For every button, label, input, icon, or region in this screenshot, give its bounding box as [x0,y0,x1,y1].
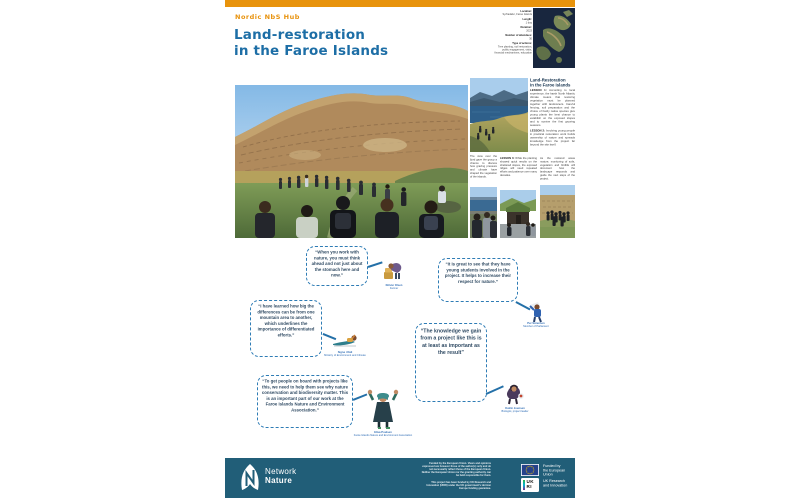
meta-value: 2023 [526,29,532,33]
quote-bubble-farmer: “When you work with nature, you must think ahead and not just about the stomach here and now.” [306,246,368,286]
meta-label: Length: [522,18,532,22]
quote-bubble-biologist: “The knowledge we gain from a project like this is at least as important as the result” [415,323,487,402]
bubble-connector [486,385,504,394]
quote-bubble-association: “To get people on board with projects like this, we need to help them see why nature conservation and biodiversity matter. This is an important part of our work at the Faroe Islands Nature and Environment Association.” [257,375,353,428]
meta-value: Syðradalur, Faroe Islands [502,13,532,17]
ukri-label: UK Research and Innovation [543,478,568,488]
poster [225,0,575,500]
figure-caption: Katrin Joensen Biologist, project leader [501,407,529,414]
figure-caption: Elisa Poulsen Faroe Islands Nature and Environment Association [353,431,413,438]
ukri-logo: UK RI [521,478,539,492]
article-paragraph-2: LESSON 2: Involving young people in practical restoration work builds ownership of nature and spreads knowledge from the project far beyond the site itself. [530,129,575,147]
network-nature-wordmark: Network Nature [265,467,297,485]
figure-caption: Rólvur Olsen Farmer [385,284,403,291]
ukri-logo-bar [523,480,526,490]
meta-value: 30 [529,37,532,41]
footer-bar [225,458,575,498]
network-nature-logo-icon [240,463,260,492]
fjord-photo [470,78,528,152]
meta-value: 1 day [525,21,532,25]
ministry-representative-illustration [331,329,359,349]
meta-label: Duration: [520,26,532,30]
title-line-2: in the Faroe Islands [234,42,389,59]
meta-label: Type of actions: [512,42,532,46]
figure-caption: Per Sørensen Member of Parliament [523,322,549,329]
quote-bubble-parliament: “It is great to see that they have young students involved in the project. It helps to increase their respect for nature.” [438,258,518,302]
meta-value: Tree planting, soil restoration, public engagement, visits, financial mechanisms, education [494,45,532,55]
photo-turf-house [500,190,536,238]
lesson-3-lead: LESSON 3: [500,157,515,160]
meta-label: Number of attendees: [505,34,532,38]
figure-caption: Signe í Dali Ministry of Environment and Climate [324,351,366,358]
meta-label: Location: [520,10,532,13]
photo-caption-column: The view over the fjord gave the group a chance to discuss how grazing pressure and climate have shaped the vegetation of the islands. [470,155,497,179]
eu-disclaimer-text: Funded by the European Union. Views and opinions expressed are however those of the author(s) only and do not necessarily reflect those of the European Union. Neither the European Union nor the granting authority can be held responsible for them. [421,462,491,477]
bubble-connector [368,261,383,267]
bubble-connector [353,393,368,400]
page-title [234,28,388,59]
lesson-1-lead: LESSON 1: [530,89,547,93]
photo-group-on-hillside [540,185,575,238]
main-photo-hiking-group [235,85,468,238]
quote-bubble-ministry: “I have learned how big the differences can be from one mountain area to another, which underlines the importance of differentiated efforts.” [250,300,322,357]
ukri-disclaimer-text: This project has been funded by UK Research and Innovation (UKRI) under the UK government's Horizon Europe funding guarantee. [426,481,491,490]
text-column-2: LESSON 3: While the planting showed quick results on the sheltered slopes, the exposed ridges will need repeated efforts and patience over many decades. [500,157,537,177]
parliament-member-illustration [524,301,548,323]
association-member-illustration [367,388,399,430]
lesson-2-lead: LESSON 2: [530,129,545,133]
biologist-illustration [502,381,526,406]
farmer-illustration [382,258,404,282]
article-paragraph-1: LESSON 1: According to local experience, the harsh North Atlantic climate means that restoring vegetation must be planned together with landowners. Careful fencing, soil preparation and the choice of hardy native species give young plants the best chance to establish on the exposed slopes and to survive the first growing seasons. [530,89,575,128]
text-column-3: As the restored areas mature, monitoring of soils, vegetation and birdlife will document how the landscape responds and guide the next steps of the project. [540,157,575,181]
photo-sea-viewpoint [470,187,497,238]
faroe-islands-satellite-map [533,8,575,68]
eu-funding-label: Funded by the European Union [543,463,566,477]
title-line-1: Land-restoration [234,27,366,43]
article-heading: Land-Restoration in the Faroe Islands [530,77,571,88]
kicker: Nordic NbS Hub [235,13,300,21]
top-accent-bar [225,0,575,7]
eu-flag-icon [521,463,539,475]
